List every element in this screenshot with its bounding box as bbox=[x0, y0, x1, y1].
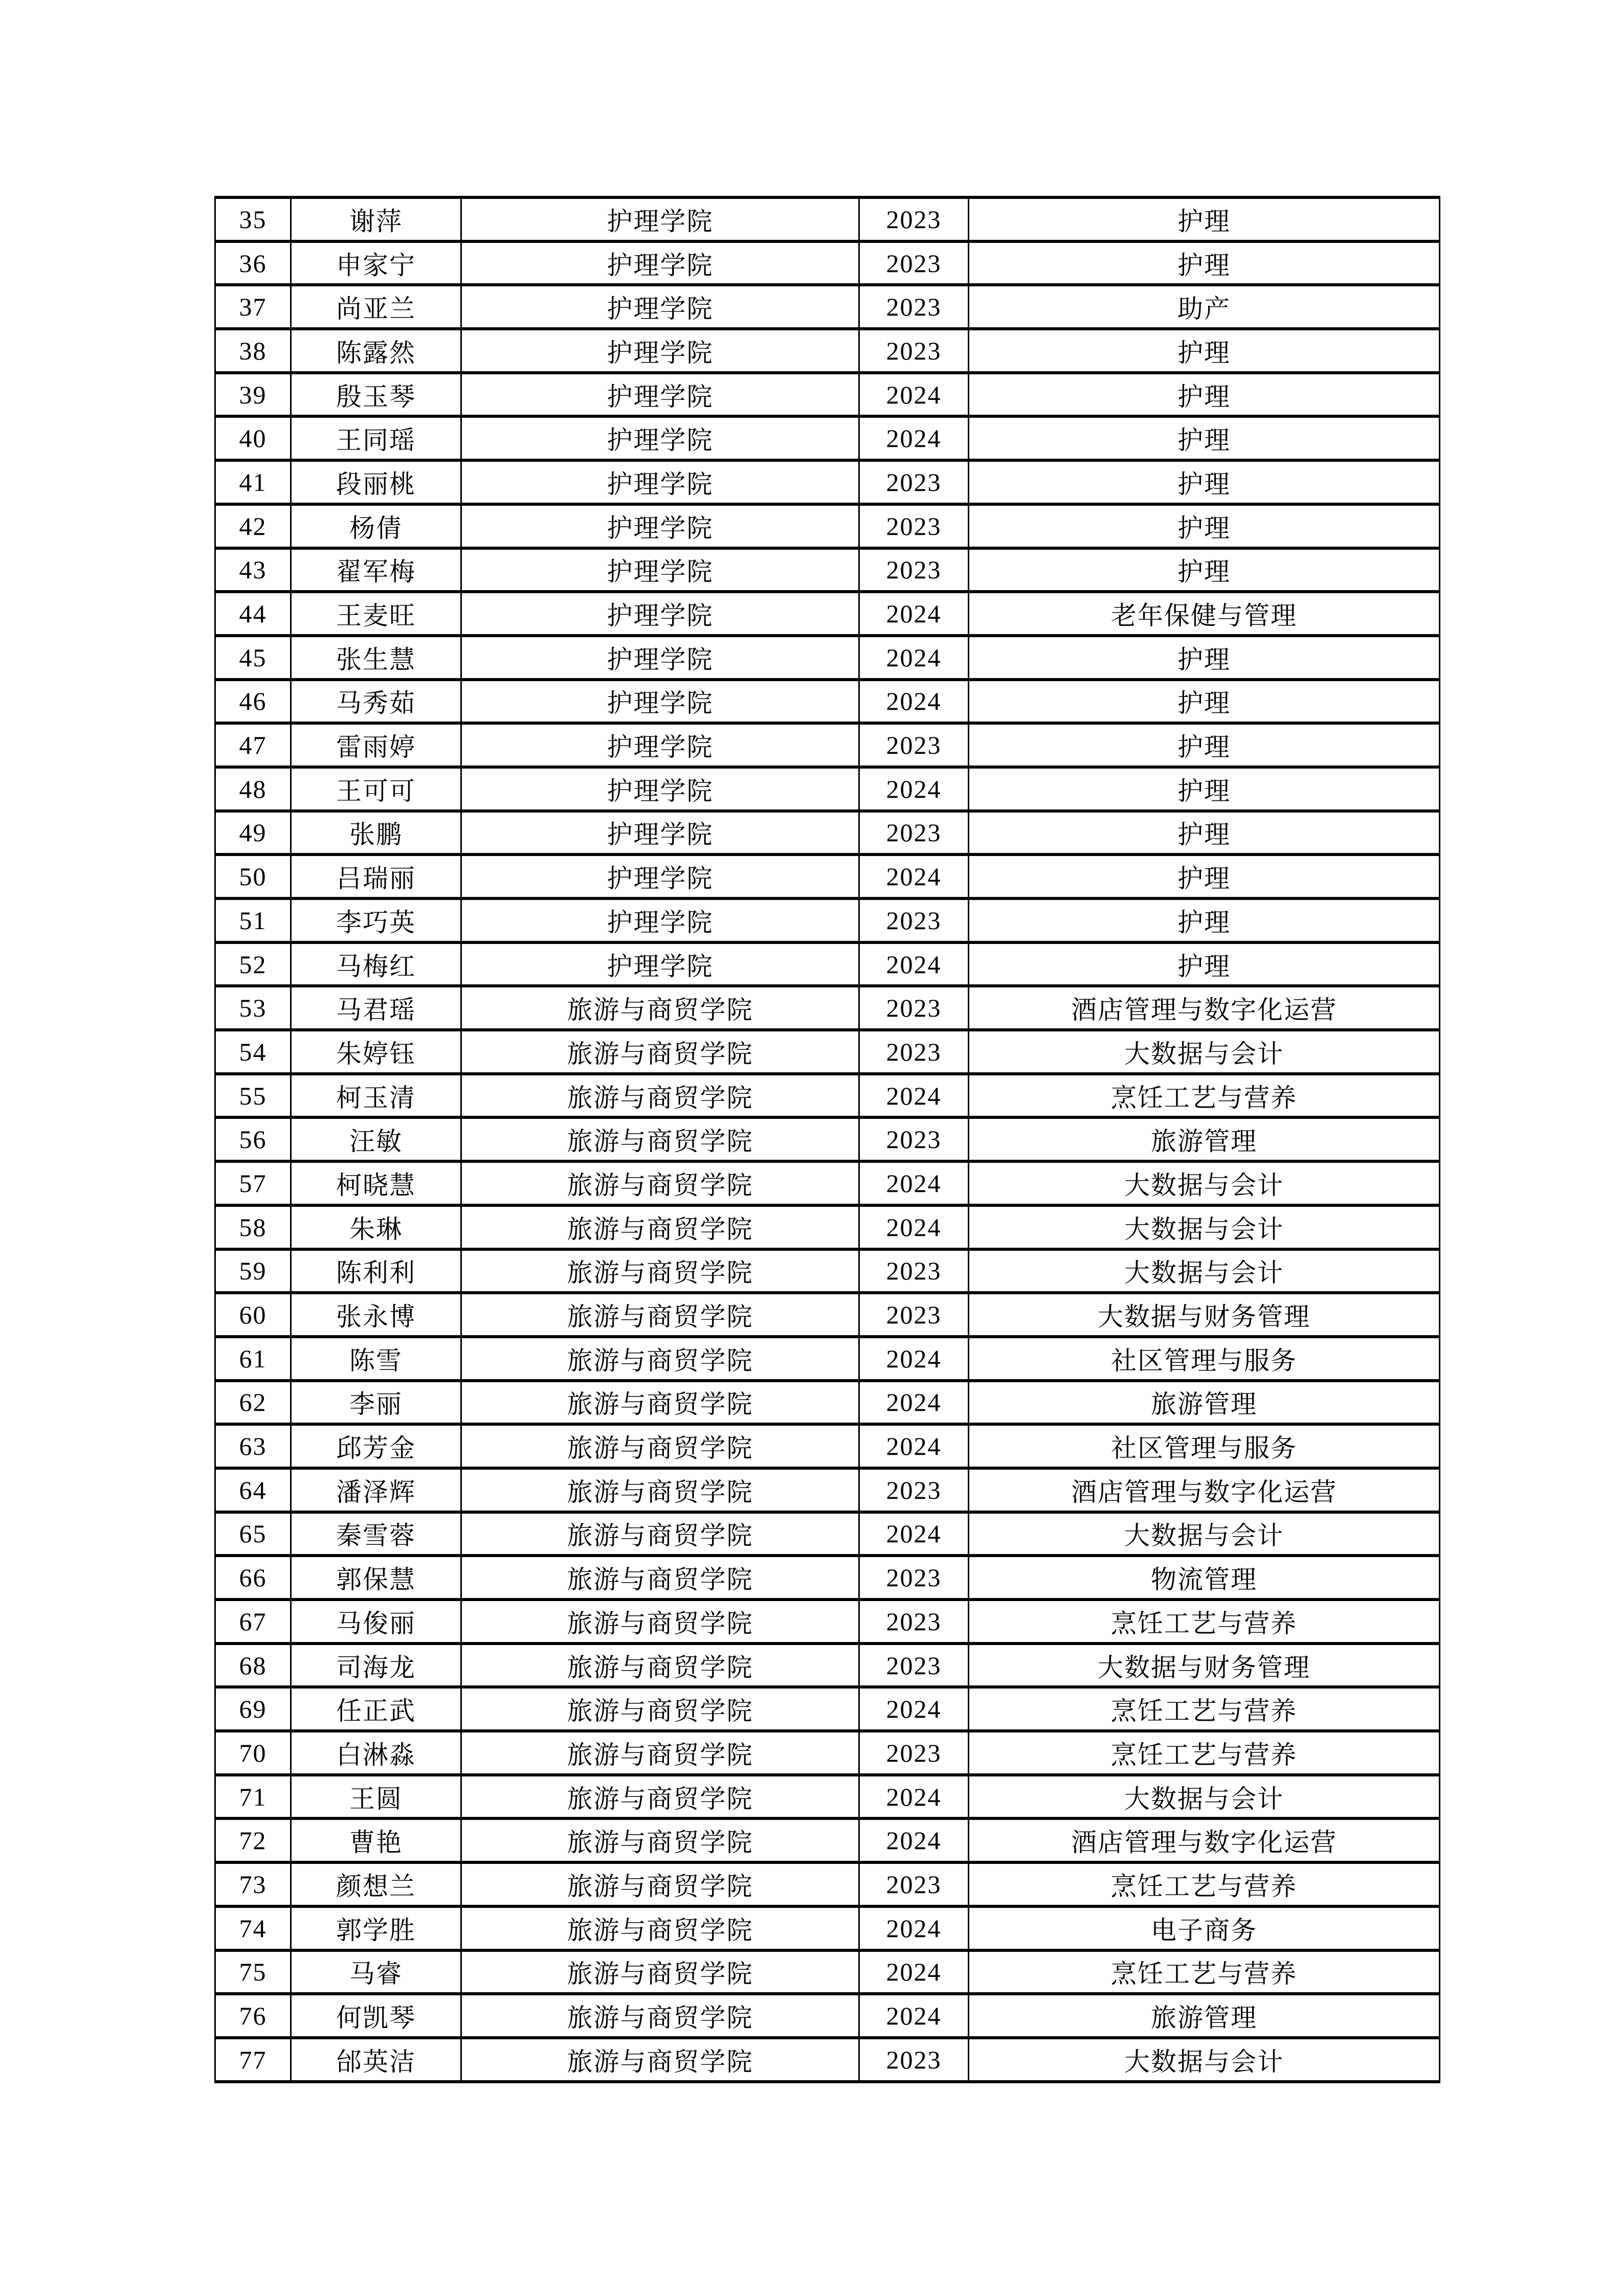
cell-name: 邱芳金 bbox=[291, 1424, 461, 1468]
cell-name: 颜想兰 bbox=[291, 1862, 461, 1906]
cell-name: 李巧英 bbox=[291, 898, 461, 942]
table-row bbox=[215, 592, 1440, 636]
cell-college: 护理学院 bbox=[461, 811, 859, 855]
cell-major: 护理 bbox=[969, 460, 1440, 504]
cell-year: 2024 bbox=[859, 1161, 969, 1205]
cell-year: 2023 bbox=[859, 2038, 969, 2082]
cell-number: 56 bbox=[215, 1117, 291, 1161]
table-row bbox=[215, 1994, 1440, 2038]
cell-college: 旅游与商贸学院 bbox=[461, 1512, 859, 1556]
cell-year: 2024 bbox=[859, 373, 969, 417]
table-row bbox=[215, 241, 1440, 285]
cell-year: 2024 bbox=[859, 854, 969, 898]
cell-year: 2024 bbox=[859, 1424, 969, 1468]
cell-major: 护理 bbox=[969, 416, 1440, 460]
cell-college: 旅游与商贸学院 bbox=[461, 1381, 859, 1425]
cell-number: 44 bbox=[215, 592, 291, 636]
cell-major: 物流管理 bbox=[969, 1556, 1440, 1600]
cell-major: 护理 bbox=[969, 241, 1440, 285]
cell-year: 2023 bbox=[859, 504, 969, 548]
cell-college: 护理学院 bbox=[461, 942, 859, 986]
cell-number: 70 bbox=[215, 1731, 291, 1775]
cell-college: 旅游与商贸学院 bbox=[461, 2038, 859, 2082]
table-row bbox=[215, 1556, 1440, 1600]
table-row bbox=[215, 1731, 1440, 1775]
cell-major: 大数据与会计 bbox=[969, 1512, 1440, 1556]
cell-college: 护理学院 bbox=[461, 592, 859, 636]
cell-year: 2023 bbox=[859, 986, 969, 1030]
cell-name: 殷玉琴 bbox=[291, 373, 461, 417]
cell-major: 护理 bbox=[969, 723, 1440, 767]
cell-major: 烹饪工艺与营养 bbox=[969, 1687, 1440, 1731]
cell-year: 2024 bbox=[859, 942, 969, 986]
table-row bbox=[215, 1161, 1440, 1205]
cell-number: 38 bbox=[215, 329, 291, 373]
table-row bbox=[215, 1337, 1440, 1381]
cell-number: 72 bbox=[215, 1818, 291, 1862]
cell-number: 75 bbox=[215, 1950, 291, 1994]
cell-name: 马梅红 bbox=[291, 942, 461, 986]
cell-major: 大数据与会计 bbox=[969, 1775, 1440, 1819]
table-row bbox=[215, 1293, 1440, 1337]
cell-major: 大数据与会计 bbox=[969, 2038, 1440, 2082]
cell-college: 旅游与商贸学院 bbox=[461, 1161, 859, 1205]
table-row bbox=[215, 416, 1440, 460]
cell-college: 护理学院 bbox=[461, 329, 859, 373]
cell-number: 36 bbox=[215, 241, 291, 285]
cell-year: 2023 bbox=[859, 460, 969, 504]
cell-number: 54 bbox=[215, 1030, 291, 1074]
cell-year: 2023 bbox=[859, 811, 969, 855]
cell-name: 马君瑶 bbox=[291, 986, 461, 1030]
cell-major: 大数据与会计 bbox=[969, 1249, 1440, 1293]
cell-college: 旅游与商贸学院 bbox=[461, 1249, 859, 1293]
cell-major: 酒店管理与数字化运营 bbox=[969, 1818, 1440, 1862]
cell-name: 李丽 bbox=[291, 1381, 461, 1425]
cell-major: 烹饪工艺与营养 bbox=[969, 1731, 1440, 1775]
cell-college: 旅游与商贸学院 bbox=[461, 1775, 859, 1819]
cell-college: 旅游与商贸学院 bbox=[461, 1468, 859, 1512]
cell-college: 护理学院 bbox=[461, 680, 859, 724]
table-row bbox=[215, 1205, 1440, 1249]
table-row bbox=[215, 767, 1440, 811]
cell-name: 张生慧 bbox=[291, 636, 461, 680]
table-row bbox=[215, 942, 1440, 986]
cell-college: 护理学院 bbox=[461, 854, 859, 898]
cell-year: 2023 bbox=[859, 1117, 969, 1161]
cell-name: 王可可 bbox=[291, 767, 461, 811]
table-row bbox=[215, 680, 1440, 724]
cell-name: 柯玉清 bbox=[291, 1074, 461, 1118]
cell-college: 护理学院 bbox=[461, 373, 859, 417]
table-row bbox=[215, 460, 1440, 504]
cell-major: 护理 bbox=[969, 898, 1440, 942]
table-row bbox=[215, 636, 1440, 680]
cell-number: 74 bbox=[215, 1906, 291, 1950]
cell-college: 护理学院 bbox=[461, 504, 859, 548]
cell-name: 张永博 bbox=[291, 1293, 461, 1337]
cell-year: 2024 bbox=[859, 416, 969, 460]
cell-number: 45 bbox=[215, 636, 291, 680]
table-row bbox=[215, 548, 1440, 592]
cell-number: 39 bbox=[215, 373, 291, 417]
cell-college: 护理学院 bbox=[461, 416, 859, 460]
cell-name: 曹艳 bbox=[291, 1818, 461, 1862]
cell-major: 烹饪工艺与营养 bbox=[969, 1950, 1440, 1994]
cell-college: 旅游与商贸学院 bbox=[461, 1424, 859, 1468]
cell-college: 旅游与商贸学院 bbox=[461, 1293, 859, 1337]
cell-number: 50 bbox=[215, 854, 291, 898]
cell-college: 旅游与商贸学院 bbox=[461, 1644, 859, 1687]
cell-major: 酒店管理与数字化运营 bbox=[969, 1468, 1440, 1512]
cell-year: 2023 bbox=[859, 197, 969, 241]
cell-major: 烹饪工艺与营养 bbox=[969, 1074, 1440, 1118]
table-row bbox=[215, 1687, 1440, 1731]
cell-name: 马秀茹 bbox=[291, 680, 461, 724]
table-row bbox=[215, 1906, 1440, 1950]
table-row bbox=[215, 2038, 1440, 2082]
cell-college: 旅游与商贸学院 bbox=[461, 1994, 859, 2038]
cell-year: 2024 bbox=[859, 680, 969, 724]
table-row bbox=[215, 504, 1440, 548]
cell-college: 旅游与商贸学院 bbox=[461, 1687, 859, 1731]
cell-year: 2023 bbox=[859, 898, 969, 942]
cell-college: 护理学院 bbox=[461, 285, 859, 329]
cell-number: 42 bbox=[215, 504, 291, 548]
cell-major: 护理 bbox=[969, 548, 1440, 592]
cell-year: 2024 bbox=[859, 636, 969, 680]
cell-year: 2024 bbox=[859, 1906, 969, 1950]
cell-year: 2023 bbox=[859, 548, 969, 592]
table-row bbox=[215, 1468, 1440, 1512]
table-row bbox=[215, 1600, 1440, 1644]
cell-major: 大数据与财务管理 bbox=[969, 1644, 1440, 1687]
table-row bbox=[215, 329, 1440, 373]
cell-college: 护理学院 bbox=[461, 241, 859, 285]
cell-number: 61 bbox=[215, 1337, 291, 1381]
cell-number: 48 bbox=[215, 767, 291, 811]
cell-number: 63 bbox=[215, 1424, 291, 1468]
cell-number: 68 bbox=[215, 1644, 291, 1687]
cell-college: 旅游与商贸学院 bbox=[461, 1731, 859, 1775]
table-row bbox=[215, 1512, 1440, 1556]
roster-table-body bbox=[215, 197, 1440, 2082]
cell-number: 58 bbox=[215, 1205, 291, 1249]
cell-year: 2023 bbox=[859, 241, 969, 285]
cell-year: 2023 bbox=[859, 329, 969, 373]
cell-number: 71 bbox=[215, 1775, 291, 1819]
table-row bbox=[215, 723, 1440, 767]
cell-name: 朱婷钰 bbox=[291, 1030, 461, 1074]
cell-year: 2024 bbox=[859, 1074, 969, 1118]
cell-year: 2023 bbox=[859, 1293, 969, 1337]
cell-name: 段丽桃 bbox=[291, 460, 461, 504]
table-row bbox=[215, 197, 1440, 241]
cell-college: 旅游与商贸学院 bbox=[461, 1950, 859, 1994]
cell-major: 电子商务 bbox=[969, 1906, 1440, 1950]
cell-name: 陈露然 bbox=[291, 329, 461, 373]
cell-year: 2023 bbox=[859, 1600, 969, 1644]
cell-college: 护理学院 bbox=[461, 636, 859, 680]
cell-major: 社区管理与服务 bbox=[969, 1424, 1440, 1468]
cell-name: 申家宁 bbox=[291, 241, 461, 285]
cell-college: 护理学院 bbox=[461, 767, 859, 811]
cell-number: 76 bbox=[215, 1994, 291, 2038]
cell-name: 陈雪 bbox=[291, 1337, 461, 1381]
cell-college: 旅游与商贸学院 bbox=[461, 1862, 859, 1906]
cell-major: 烹饪工艺与营养 bbox=[969, 1862, 1440, 1906]
table-row bbox=[215, 285, 1440, 329]
cell-year: 2024 bbox=[859, 1818, 969, 1862]
cell-name: 何凯琴 bbox=[291, 1994, 461, 2038]
cell-name: 秦雪蓉 bbox=[291, 1512, 461, 1556]
cell-number: 40 bbox=[215, 416, 291, 460]
cell-major: 老年保健与管理 bbox=[969, 592, 1440, 636]
cell-major: 护理 bbox=[969, 767, 1440, 811]
cell-number: 67 bbox=[215, 1600, 291, 1644]
cell-name: 吕瑞丽 bbox=[291, 854, 461, 898]
cell-major: 护理 bbox=[969, 636, 1440, 680]
cell-number: 57 bbox=[215, 1161, 291, 1205]
cell-major: 旅游管理 bbox=[969, 1117, 1440, 1161]
table-row bbox=[215, 898, 1440, 942]
cell-name: 陈利利 bbox=[291, 1249, 461, 1293]
table-row bbox=[215, 1862, 1440, 1906]
cell-number: 51 bbox=[215, 898, 291, 942]
cell-number: 41 bbox=[215, 460, 291, 504]
cell-major: 护理 bbox=[969, 373, 1440, 417]
cell-college: 旅游与商贸学院 bbox=[461, 1337, 859, 1381]
cell-number: 77 bbox=[215, 2038, 291, 2082]
table-row bbox=[215, 1249, 1440, 1293]
cell-major: 大数据与财务管理 bbox=[969, 1293, 1440, 1337]
cell-year: 2023 bbox=[859, 723, 969, 767]
cell-major: 护理 bbox=[969, 504, 1440, 548]
cell-number: 64 bbox=[215, 1468, 291, 1512]
cell-name: 汪敏 bbox=[291, 1117, 461, 1161]
cell-college: 旅游与商贸学院 bbox=[461, 1117, 859, 1161]
cell-number: 62 bbox=[215, 1381, 291, 1425]
table-row bbox=[215, 1775, 1440, 1819]
cell-year: 2023 bbox=[859, 1731, 969, 1775]
cell-major: 护理 bbox=[969, 811, 1440, 855]
cell-year: 2024 bbox=[859, 1994, 969, 2038]
cell-year: 2023 bbox=[859, 1468, 969, 1512]
cell-college: 旅游与商贸学院 bbox=[461, 986, 859, 1030]
cell-number: 49 bbox=[215, 811, 291, 855]
table-row bbox=[215, 1818, 1440, 1862]
cell-name: 邰英洁 bbox=[291, 2038, 461, 2082]
cell-college: 旅游与商贸学院 bbox=[461, 1074, 859, 1118]
cell-number: 35 bbox=[215, 197, 291, 241]
table-row bbox=[215, 986, 1440, 1030]
cell-major: 大数据与会计 bbox=[969, 1205, 1440, 1249]
cell-name: 王同瑶 bbox=[291, 416, 461, 460]
cell-name: 张鹏 bbox=[291, 811, 461, 855]
table-row bbox=[215, 811, 1440, 855]
cell-major: 大数据与会计 bbox=[969, 1030, 1440, 1074]
cell-college: 旅游与商贸学院 bbox=[461, 1030, 859, 1074]
cell-number: 55 bbox=[215, 1074, 291, 1118]
cell-college: 护理学院 bbox=[461, 197, 859, 241]
cell-year: 2023 bbox=[859, 1556, 969, 1600]
cell-year: 2024 bbox=[859, 1775, 969, 1819]
cell-year: 2024 bbox=[859, 1337, 969, 1381]
cell-college: 旅游与商贸学院 bbox=[461, 1906, 859, 1950]
cell-year: 2023 bbox=[859, 1862, 969, 1906]
cell-year: 2023 bbox=[859, 1249, 969, 1293]
cell-name: 柯晓慧 bbox=[291, 1161, 461, 1205]
cell-name: 王麦旺 bbox=[291, 592, 461, 636]
cell-major: 护理 bbox=[969, 854, 1440, 898]
cell-major: 护理 bbox=[969, 680, 1440, 724]
cell-name: 尚亚兰 bbox=[291, 285, 461, 329]
cell-college: 护理学院 bbox=[461, 723, 859, 767]
cell-major: 护理 bbox=[969, 942, 1440, 986]
table-row bbox=[215, 1381, 1440, 1425]
cell-major: 助产 bbox=[969, 285, 1440, 329]
table-row bbox=[215, 854, 1440, 898]
cell-college: 旅游与商贸学院 bbox=[461, 1205, 859, 1249]
cell-major: 社区管理与服务 bbox=[969, 1337, 1440, 1381]
table-row bbox=[215, 1117, 1440, 1161]
cell-name: 雷雨婷 bbox=[291, 723, 461, 767]
cell-name: 白淋淼 bbox=[291, 1731, 461, 1775]
cell-name: 马俊丽 bbox=[291, 1600, 461, 1644]
cell-number: 60 bbox=[215, 1293, 291, 1337]
cell-name: 谢萍 bbox=[291, 197, 461, 241]
cell-year: 2024 bbox=[859, 767, 969, 811]
cell-college: 护理学院 bbox=[461, 898, 859, 942]
cell-year: 2024 bbox=[859, 1950, 969, 1994]
student-roster-table bbox=[214, 196, 1440, 2083]
table-row bbox=[215, 373, 1440, 417]
cell-year: 2023 bbox=[859, 1644, 969, 1687]
cell-number: 69 bbox=[215, 1687, 291, 1731]
cell-number: 43 bbox=[215, 548, 291, 592]
cell-major: 护理 bbox=[969, 197, 1440, 241]
cell-name: 杨倩 bbox=[291, 504, 461, 548]
cell-name: 郭学胜 bbox=[291, 1906, 461, 1950]
table-row bbox=[215, 1030, 1440, 1074]
cell-number: 46 bbox=[215, 680, 291, 724]
cell-name: 潘泽辉 bbox=[291, 1468, 461, 1512]
cell-number: 73 bbox=[215, 1862, 291, 1906]
cell-year: 2024 bbox=[859, 1512, 969, 1556]
cell-major: 护理 bbox=[969, 329, 1440, 373]
table-row bbox=[215, 1644, 1440, 1687]
cell-year: 2024 bbox=[859, 1687, 969, 1731]
cell-college: 旅游与商贸学院 bbox=[461, 1556, 859, 1600]
cell-year: 2024 bbox=[859, 592, 969, 636]
cell-college: 旅游与商贸学院 bbox=[461, 1818, 859, 1862]
cell-name: 翟军梅 bbox=[291, 548, 461, 592]
cell-year: 2024 bbox=[859, 1381, 969, 1425]
table-row bbox=[215, 1424, 1440, 1468]
cell-major: 烹饪工艺与营养 bbox=[969, 1600, 1440, 1644]
cell-number: 53 bbox=[215, 986, 291, 1030]
cell-number: 37 bbox=[215, 285, 291, 329]
cell-name: 朱琳 bbox=[291, 1205, 461, 1249]
cell-name: 郭保慧 bbox=[291, 1556, 461, 1600]
cell-name: 任正武 bbox=[291, 1687, 461, 1731]
cell-major: 大数据与会计 bbox=[969, 1161, 1440, 1205]
table-row bbox=[215, 1950, 1440, 1994]
cell-number: 47 bbox=[215, 723, 291, 767]
cell-major: 酒店管理与数字化运营 bbox=[969, 986, 1440, 1030]
cell-major: 旅游管理 bbox=[969, 1381, 1440, 1425]
cell-year: 2024 bbox=[859, 1205, 969, 1249]
table-row bbox=[215, 1074, 1440, 1118]
cell-number: 66 bbox=[215, 1556, 291, 1600]
cell-college: 护理学院 bbox=[461, 548, 859, 592]
cell-number: 52 bbox=[215, 942, 291, 986]
cell-year: 2023 bbox=[859, 285, 969, 329]
cell-name: 马睿 bbox=[291, 1950, 461, 1994]
cell-number: 59 bbox=[215, 1249, 291, 1293]
cell-college: 旅游与商贸学院 bbox=[461, 1600, 859, 1644]
cell-name: 王圆 bbox=[291, 1775, 461, 1819]
cell-college: 护理学院 bbox=[461, 460, 859, 504]
cell-number: 65 bbox=[215, 1512, 291, 1556]
cell-name: 司海龙 bbox=[291, 1644, 461, 1687]
cell-year: 2023 bbox=[859, 1030, 969, 1074]
cell-major: 旅游管理 bbox=[969, 1994, 1440, 2038]
